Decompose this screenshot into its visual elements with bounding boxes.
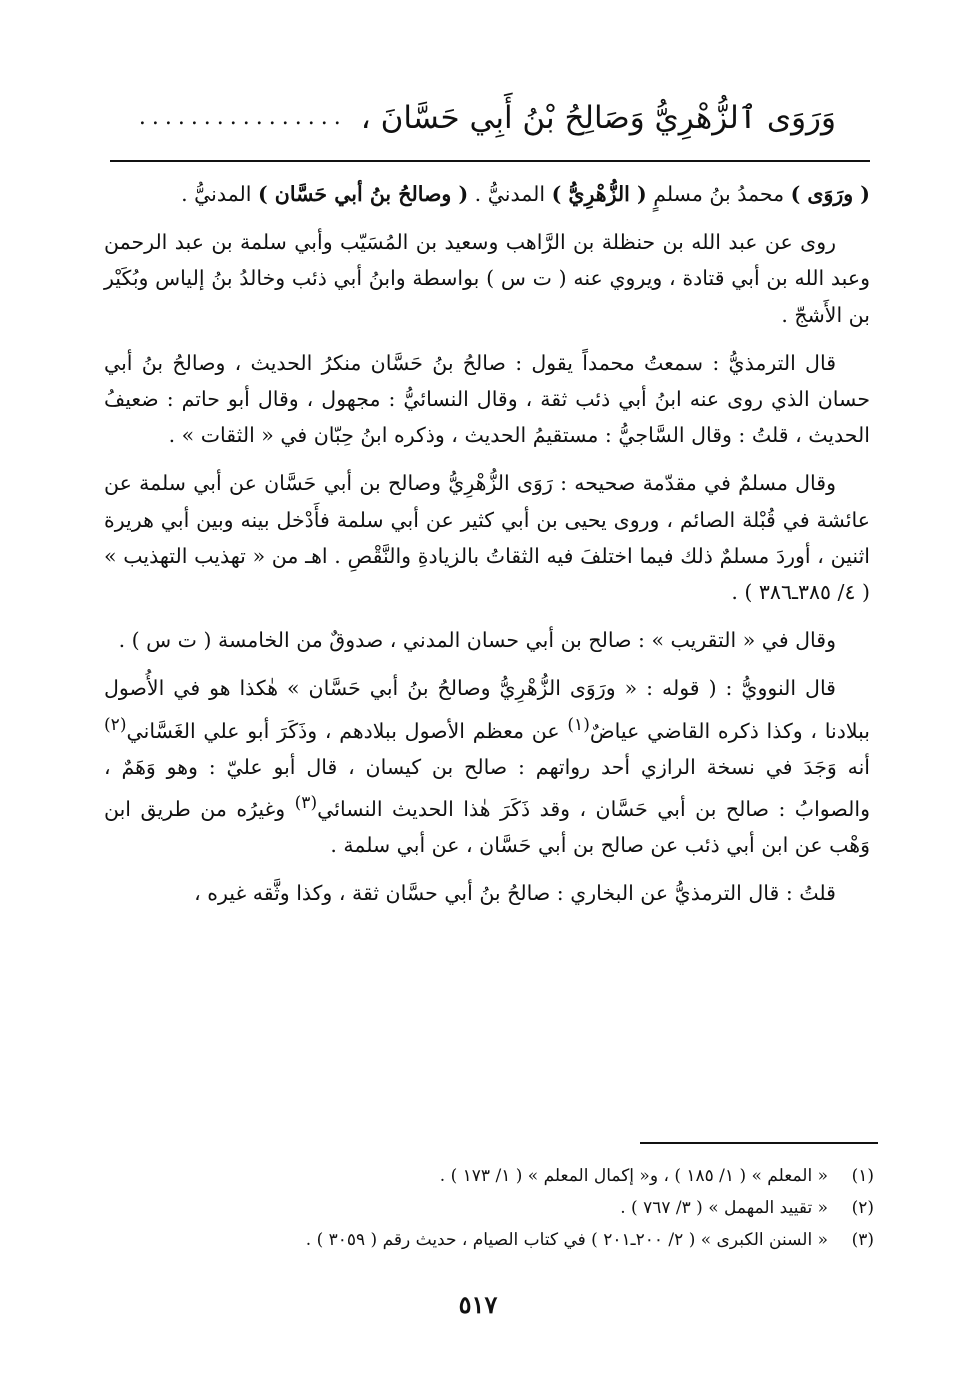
text-run: وغيرُه من طريق ابن وَهْب عن ابن أبي ذئب عن صالح بن أبي حَسَّان ، عن أبي سلمة . bbox=[104, 796, 870, 857]
bold-term-rawa: ( ورَوَى ) bbox=[790, 182, 870, 206]
footnote-item bbox=[104, 1192, 874, 1224]
paragraph-6 bbox=[104, 670, 870, 863]
paragraph-2: روى عن عبد الله بن حنظلة بن الرَّاهب وسعيد بن المُسَيّب وأبي سلمة بن عبد الرحمن وعبد الله بن أبي قتادة ، ويروي عنه ( ت س ) بواسطة وابنُ أبي ذئب وخالدُ بنُ إلياس وبُكَيْر بن الأَشجّ . bbox=[104, 230, 870, 327]
footnote-text: « المعلم » ( ١/ ١٨٥ ) ، و« إكمال المعلم » ( ١/ ١٧٣ ) . bbox=[439, 1166, 828, 1186]
text-run: عن معظم الأصول ببلادهم ، وذَكَرَ أبو علي الغَسَّاني bbox=[126, 718, 568, 743]
paragraph-7: قلتُ : قال الترمذيُّ عن البخاري : صالحُ بنُ أبي حسَّان ثقة ، وكذا وثَّقه غيره ، bbox=[194, 881, 836, 906]
text-run: قال النوويُّ : ( قوله : « ورَوَى الزُّهْرِيُّ وصالحُ بنُ أبي حَسَّان » هٰكذا هو في الأُصول ببلادنا ، وكذا ذكره القاضي عياضٌ bbox=[104, 676, 870, 743]
text-run: المدنيُّ . bbox=[181, 182, 258, 206]
paragraph-1 bbox=[104, 176, 870, 212]
header-rule bbox=[110, 160, 870, 162]
paragraph-4: وقال مسلمٌ في مقدّمة صحيحه : رَوَى الزُّهْرِيُّ وصالح بن أبي حَسَّان عن أبي سلمة عن عائشة في قُبْلة الصائم ، وروى يحيى بن أبي كثير عن أبي سلمة فأَدْخل بينه وبين أبي هريرة اثنين ، أوردَ مسلمٌ ذلك فيما اختلفَ فيه الثقاتُ بالزيادةِ والنَّقْصِ . اهـ من « تهذيب التهذيب » ( ٤/ ٣٨٥ـ٣٨٦ ) . bbox=[104, 471, 870, 605]
footnote-text: « السنن الكبرى » ( ٢/ ٢٠٠ـ٢٠١ ) في كتاب الصيام ، حديث رقم ( ٣٠٥٩ ) . bbox=[305, 1230, 828, 1250]
footnote-ref-1[interactable]: (١) bbox=[567, 714, 590, 735]
footnote-number: (٢) bbox=[851, 1198, 874, 1218]
bold-term-salih: ( وصالحُ بنُ أبي حَسَّان ) bbox=[257, 182, 469, 206]
text-run: المدنيُّ . bbox=[468, 182, 552, 206]
footnote-text: « تقييد المهمل » ( ٣/ ٧٦٧ ) . bbox=[620, 1198, 828, 1218]
text-run: محمدُ بنُ مسلمٍ bbox=[646, 182, 791, 206]
footnote-item bbox=[104, 1160, 874, 1192]
footnote-ref-2[interactable]: (٢) bbox=[104, 714, 127, 735]
footnote-number: (١) bbox=[851, 1166, 874, 1186]
paragraph-3: قال الترمذيُّ : سمعتُ محمداً يقول : صالحُ بنُ حَسَّان منكرُ الحديث ، وصالحُ بنُ أبي حسان الذي روى عنه ابنُ أبي ذئب ثقة ، وقال النسائيُّ : مجهول ، وقال أبو حاتم : ضعيفُ الحديث ، قلتُ : وقال السَّاجيُّ : مستقيمُ الحديث ، وذكره ابنُ حِبّان في « الثقات » . bbox=[104, 350, 870, 448]
page-number: ٥١٧ bbox=[458, 1290, 498, 1319]
running-header bbox=[110, 92, 836, 144]
footnote-ref-3[interactable]: (٣) bbox=[294, 792, 318, 813]
header-dots: ................ bbox=[138, 105, 347, 130]
footnotes bbox=[104, 1160, 874, 1256]
commentary-body bbox=[104, 176, 870, 923]
footnote-item bbox=[104, 1224, 874, 1256]
bold-term-zuhri: ( الزُّهْرِيُّ ) bbox=[551, 182, 647, 206]
footnote-rule bbox=[640, 1142, 878, 1144]
header-title: وَرَوَى ٱلزُّهْرِيُّ وَصَالِحُ بْنُ أَبِي حَسَّانَ ، bbox=[360, 100, 836, 136]
text-run: أنه وَجَدَ في نسخة الرازي أحد رواتهم : صالح بن كيسان ، قال أبو عليّ : وهو وَهَمٌ ، والصوابُ : صالح بن أبي حَسَّان ، وقد ذَكَرَ هٰذا الحديث النسائي bbox=[104, 754, 870, 821]
footnote-number: (٣) bbox=[851, 1230, 874, 1250]
paragraph-5: وقال في « التقريب » : صالح بن أبي حسان المدني ، صدوقٌ من الخامسة ( ت س ) . bbox=[118, 628, 836, 653]
